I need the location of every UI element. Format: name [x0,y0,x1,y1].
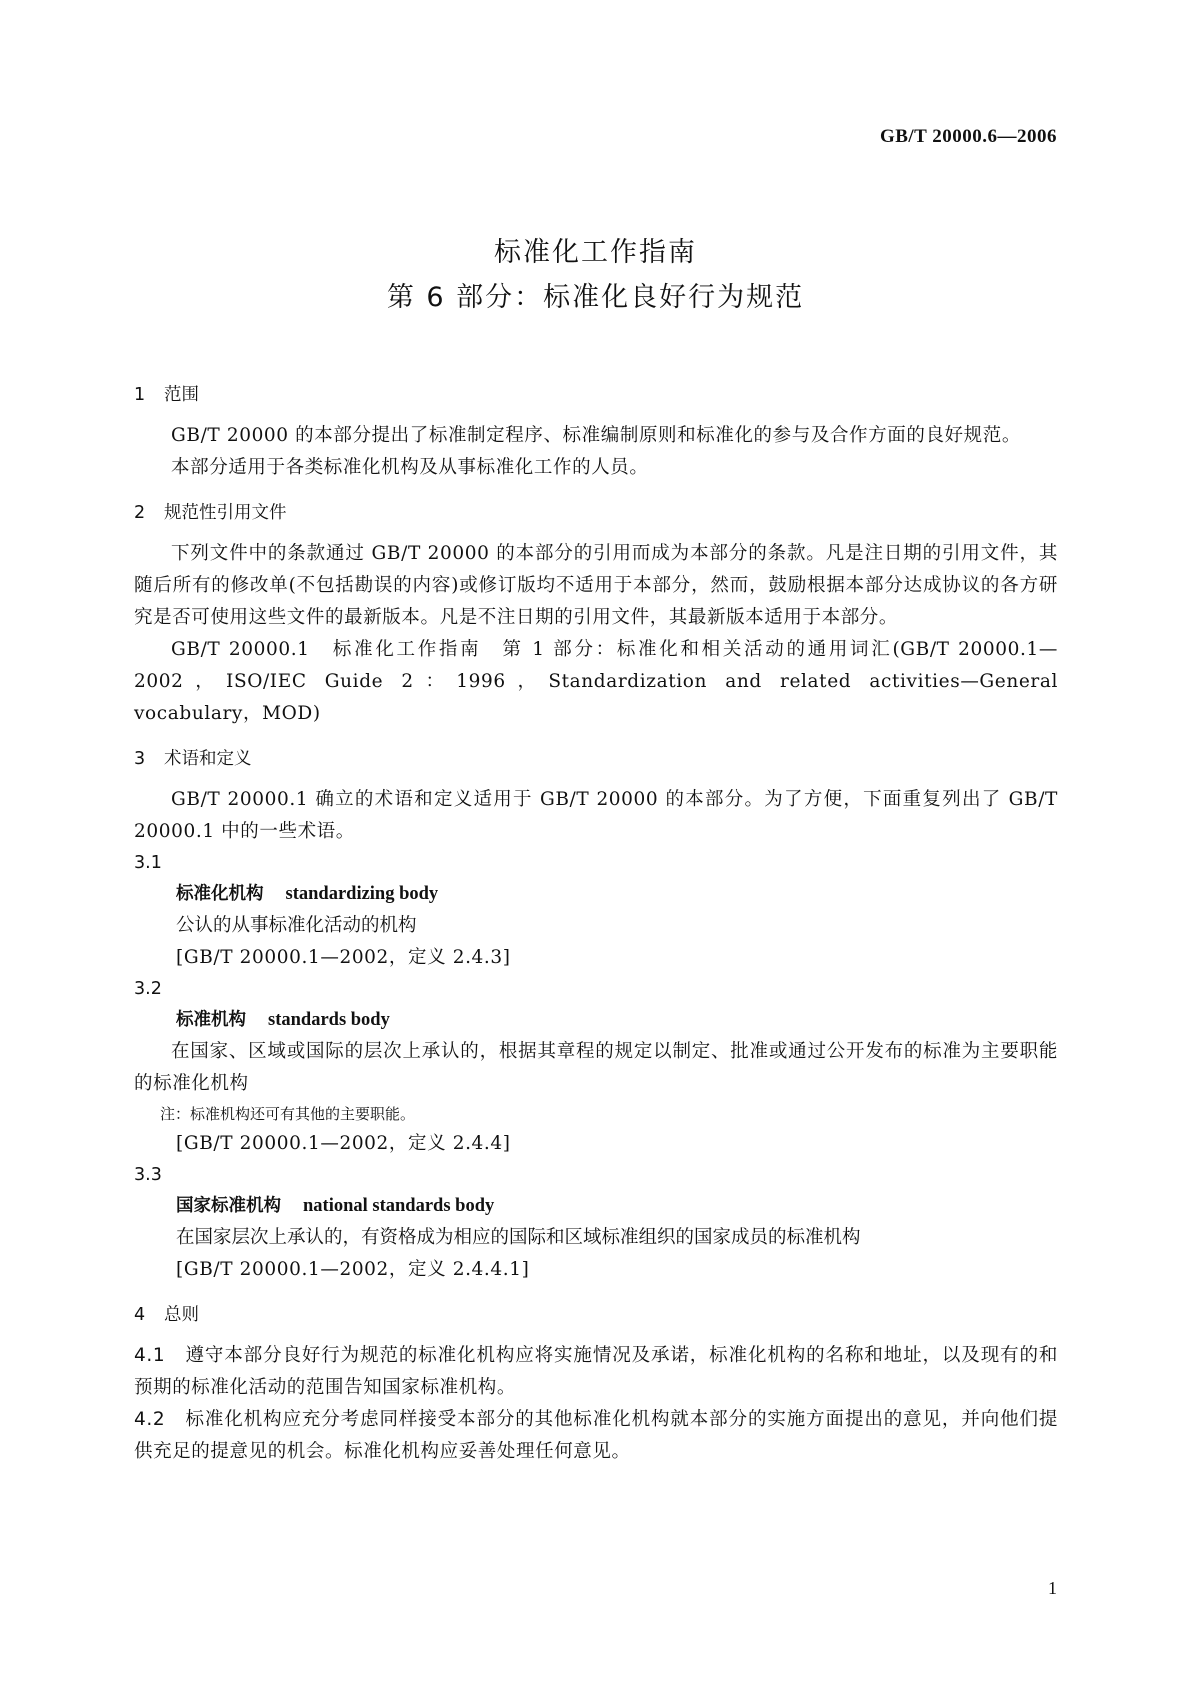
term-english: standardizing body [285,884,439,904]
term-source: [GB/T 20000.1—2002，定义 2.4.3] [176,947,511,968]
paragraph: GB/T 20000.1 确立的术语和定义适用于 GB/T 20000 的本部分。为了方便，下面重复列出了 GB/T 20000.1 中的一些术语。 [134,789,1058,842]
term-source: [GB/T 20000.1—2002，定义 2.4.4] [176,1133,511,1154]
paragraph: GB/T 20000 的本部分提出了标准制定程序、标准编制原则和标准化的参与及合作方面的良好规范。 [171,425,1021,446]
term-number: 3.1 [134,853,162,873]
term-definition: 在国家、区域或国际的层次上承认的，根据其章程的规定以制定、批准或通过公开发布的标准为主要职能的标准化机构 [134,1041,1058,1094]
term-chinese: 标准机构 [176,1010,246,1030]
section-number: 2 [134,503,146,523]
term-definition: 在国家层次上承认的，有资格成为相应的国际和区域标准组织的国家成员的标准机构 [176,1227,861,1248]
document-subtitle: 第 6 部分：标准化良好行为规范 [386,282,805,313]
section-number: 4 [134,1305,146,1325]
term-entry [134,1190,1058,1286]
clause-number: 4.2 [134,1409,166,1430]
section-heading-normative-references [134,498,1058,528]
term-note: 注：标准机构还可有其他的主要职能。 [160,1105,416,1123]
clause-text: 遵守本部分良好行为规范的标准化机构应将实施情况及承诺，标准化机构的名称和地址，以及现有的和预期的标准化活动的范围告知国家标准机构。 [134,1345,1058,1398]
section-title: 范围 [164,385,199,405]
term-english: national standards body [303,1196,495,1216]
clause [134,1404,1058,1468]
term-definition: 公认的从事标准化活动的机构 [176,915,417,936]
term-title [134,1004,1058,1036]
paragraph: 本部分适用于各类标准化机构及从事标准化工作的人员。 [171,457,649,478]
term-title [176,1190,1058,1222]
term-title [176,878,1058,910]
section-heading-scope [134,380,1058,410]
standard-number: GB/T 20000.6—2006 [879,126,1057,147]
term-chinese: 国家标准机构 [176,1196,281,1216]
term-chinese: 标准化机构 [176,884,264,904]
term-number: 3.3 [134,1165,162,1185]
section-title: 术语和定义 [164,749,252,769]
clause [134,1340,1058,1404]
normative-reference: GB/T 20000.1 标准化工作指南 第 1 部分：标准化和相关活动的通用词汇(GB/T 20000.1—2002，ISO/IEC Guide 2：1996，Standardization and related activities—General vocabulary，MOD) [134,639,1058,724]
term-source: [GB/T 20000.1—2002，定义 2.4.4.1] [176,1259,530,1280]
section-title: 总则 [164,1305,199,1325]
term-number: 3.2 [134,979,162,999]
clause-number: 4.1 [134,1345,166,1366]
term-entry [134,1004,1058,1160]
page-number: 1 [1048,1578,1057,1598]
clause-text: 标准化机构应充分考虑同样接受本部分的其他标准化机构就本部分的实施方面提出的意见，并向他们提供充足的提意见的机会。标准化机构应妥善处理任何意见。 [134,1409,1058,1462]
term-entry [134,878,1058,974]
section-number: 1 [134,385,146,405]
paragraph: 下列文件中的条款通过 GB/T 20000 的本部分的引用而成为本部分的条款。凡是注日期的引用文件，其随后所有的修改单(不包括勘误的内容)或修订版均不适用于本部分，然而，鼓励根据本部分达成协议的各方研究是否可使用这些文件的最新版本。凡是不注日期的引用文件，其最新版本适用于本部分。 [134,543,1058,628]
document-title: 标准化工作指南 [494,237,697,268]
section-heading-terms-definitions [134,744,1058,774]
document-body [134,380,1058,1468]
section-heading-general [134,1300,1058,1330]
term-english: standards body [268,1010,390,1030]
section-title: 规范性引用文件 [164,503,287,523]
section-number: 3 [134,749,146,769]
